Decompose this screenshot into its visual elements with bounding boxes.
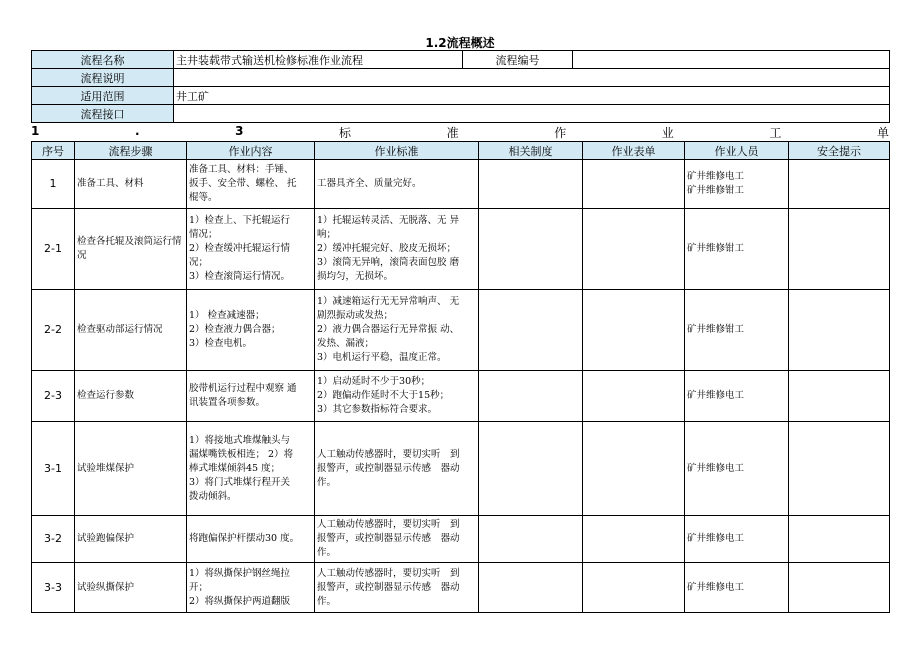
table-row: [32, 371, 890, 422]
section-heading: [31, 124, 889, 140]
table-row: [32, 516, 890, 563]
row-standard-line: 人工触动传感器时，要切实听 到: [317, 519, 460, 530]
row-standard: [315, 160, 479, 209]
row-step: 准备工具、材料: [75, 160, 187, 209]
row-number: 3-3: [32, 563, 75, 613]
row-standard-line: 报警声，或控制器显示传感 器动: [317, 581, 460, 593]
row-standard-line: 报警声，或控制器显示传感 器动: [317, 462, 460, 474]
row-step: 检查各托辊及滚筒运行情况: [75, 209, 187, 290]
col-header-form: 作业表单: [583, 142, 685, 160]
row-form: [583, 563, 685, 613]
row-standard-line: 剧烈振动或发热；: [317, 310, 394, 321]
section-char: 单: [876, 126, 889, 140]
table-header-row: [32, 142, 890, 160]
process-desc-label: 流程说明: [32, 69, 174, 87]
row-system: [479, 422, 583, 516]
row-form: [583, 371, 685, 422]
row-standard-line: 发热、漏液；: [317, 338, 375, 349]
row-staff: [685, 371, 789, 422]
row-form: [583, 290, 685, 371]
row-standard-line: 作。: [317, 547, 337, 558]
row-standard: [315, 422, 479, 516]
row-safety: [789, 422, 890, 516]
row-staff-line: 矿井维修电工: [687, 390, 745, 401]
row-number: 2-2: [32, 290, 75, 371]
row-content-line: 胶带机运行过程中观察 通: [189, 383, 297, 394]
row-standard-line: 作。: [317, 476, 337, 488]
row-staff-line: 矿井维修钳工: [687, 324, 745, 335]
process-name-value: 主井装载带式输送机检修标准作业流程: [174, 51, 463, 69]
col-header-content: 作业内容: [187, 142, 315, 160]
row-safety: [789, 371, 890, 422]
row-content: [187, 563, 315, 613]
row-staff: [685, 290, 789, 371]
section-char: 业: [661, 126, 674, 140]
row-staff: [685, 209, 789, 290]
row-standard-line: 1）托辊运转灵活、无脱落、无 异: [317, 215, 460, 226]
row-staff: [685, 563, 789, 613]
row-safety: [789, 516, 890, 563]
row-content-line: 准备工具、材料：手锤、: [189, 164, 294, 175]
row-safety: [789, 160, 890, 209]
row-standard-line: 3）滚筒无异响，滚筒表面包胶 磨: [317, 257, 460, 268]
row-content-line: 1）将接地式堆煤触头与: [189, 434, 291, 446]
row-content-line: 情况；: [189, 229, 218, 240]
row-step: 检查运行参数: [75, 371, 187, 422]
row-staff-line: 矿井维修电工: [687, 533, 745, 544]
row-standard-line: 1）启动延时不少于30秒；: [317, 376, 431, 387]
row-system: [479, 516, 583, 563]
row-step: 试验纵撕保护: [75, 563, 187, 613]
section-char: 1: [31, 124, 40, 138]
row-content-line: 拨动倾斜。: [189, 490, 237, 502]
scope-value: 井工矿: [174, 87, 890, 105]
row-content-line: 3）检查滚筒运行情况。: [189, 271, 291, 282]
row-system: [479, 563, 583, 613]
col-header-staff: 作业人员: [685, 142, 789, 160]
section-char: 准: [446, 126, 459, 140]
scope-label: 适用范围: [32, 87, 174, 105]
row-form: [583, 422, 685, 516]
row-number: 3-2: [32, 516, 75, 563]
row-content-line: 1）检查上、下托辊运行: [189, 215, 291, 226]
row-staff-line: 矿井维修电工: [687, 171, 745, 182]
row-form: [583, 160, 685, 209]
interface-value: [174, 105, 890, 123]
row-content-line: 2）检查缓冲托辊运行情: [189, 243, 291, 254]
row-content-line: 3）检查电机。: [189, 338, 253, 349]
col-header-no: 序号: [32, 142, 75, 160]
row-content-line: 况；: [189, 257, 209, 268]
row-content-line: 扳手、安全带、螺栓、 托: [189, 178, 297, 189]
row-standard: [315, 290, 479, 371]
row-content: [187, 290, 315, 371]
row-staff: [685, 160, 789, 209]
row-system: [479, 290, 583, 371]
col-header-step: 流程步骤: [75, 142, 187, 160]
row-standard-line: 1）减速箱运行无无异常响声、 无: [317, 296, 460, 307]
row-standard-line: 2）跑偏动作延时不大于15秒；: [317, 390, 450, 401]
row-standard-line: 3）其它参数指标符合要求。: [317, 404, 438, 415]
process-header-table: [31, 50, 890, 123]
row-step: 试验堆煤保护: [75, 422, 187, 516]
page-title: 1.2流程概述: [425, 36, 495, 50]
row-safety: [789, 290, 890, 371]
section-char: .: [134, 124, 140, 138]
row-standard: [315, 563, 479, 613]
row-standard-line: 2）缓冲托辊完好、胶皮无损坏；: [317, 243, 457, 254]
table-row: [32, 209, 890, 290]
row-content: [187, 516, 315, 563]
row-safety: [789, 209, 890, 290]
section-char: 工: [769, 126, 782, 140]
row-standard-line: 响；: [317, 229, 337, 240]
process-name-label: 流程名称: [32, 51, 174, 69]
row-content-line: 1） 检查减速器；: [189, 310, 265, 321]
row-content-line: 讯装置各项参数。: [189, 397, 266, 408]
row-standard: [315, 371, 479, 422]
row-step: 检查驱动部运行情况: [75, 290, 187, 371]
row-form: [583, 209, 685, 290]
col-header-system: 相关制度: [479, 142, 583, 160]
row-content-line: 棍等。: [189, 192, 218, 203]
row-standard-line: 2）液力偶合器运行无异常振 动、: [317, 324, 460, 335]
row-system: [479, 371, 583, 422]
row-form: [583, 516, 685, 563]
table-row: [32, 160, 890, 209]
row-standard: [315, 209, 479, 290]
section-char: 作: [554, 126, 567, 140]
section-char: 标: [339, 126, 352, 140]
row-content: [187, 422, 315, 516]
row-content-line: 漏煤嘴铁板相连； 2）将: [189, 448, 294, 460]
row-staff: [685, 516, 789, 563]
row-content: [187, 160, 315, 209]
row-content: [187, 209, 315, 290]
row-standard-line: 人工触动传感器时，要切实听 到: [317, 448, 460, 460]
col-header-safety: 安全提示: [789, 142, 890, 160]
process-desc-value: [174, 69, 890, 87]
process-code-label: 流程编号: [463, 51, 573, 69]
row-system: [479, 160, 583, 209]
row-staff-line: 矿井维修钳工: [687, 185, 745, 196]
row-standard-line: 3）电机运行平稳，温度正常。: [317, 352, 447, 363]
row-number: 3-1: [32, 422, 75, 516]
work-order-table: [31, 141, 890, 613]
row-standard-line: 报警声，或控制器显示传感 器动: [317, 533, 460, 544]
row-staff-line: 矿井维修钳工: [687, 243, 745, 254]
row-system: [479, 209, 583, 290]
col-header-standard: 作业标准: [315, 142, 479, 160]
row-staff-line: 矿井维修电工: [687, 462, 745, 474]
row-content-line: 3）将门式堆煤行程开关: [189, 476, 291, 488]
row-number: 2-3: [32, 371, 75, 422]
row-content-line: 2）将纵撕保护两道翻版: [189, 595, 291, 607]
row-number: 2-1: [32, 209, 75, 290]
row-staff-line: 矿井维修电工: [687, 581, 745, 593]
row-standard: [315, 516, 479, 563]
table-row: [32, 563, 890, 613]
row-standard-line: 作。: [317, 595, 337, 607]
section-char: 3: [235, 124, 244, 138]
row-standard-line: 人工触动传感器时，要切实听 到: [317, 567, 460, 579]
row-content-line: 开；: [189, 581, 209, 593]
table-row: [32, 290, 890, 371]
row-content-line: 2）检查液力偶合器；: [189, 324, 281, 335]
row-standard-line: 工器具齐全、质量完好。: [317, 178, 422, 189]
row-content-line: 1）将纵撕保护钢丝绳拉: [189, 567, 291, 579]
process-code-value: [573, 51, 890, 69]
row-step: 试验跑偏保护: [75, 516, 187, 563]
interface-label: 流程接口: [32, 105, 174, 123]
row-staff: [685, 422, 789, 516]
row-content-line: 将跑偏保护杆摆动30 度。: [189, 533, 300, 544]
table-row: [32, 422, 890, 516]
row-standard-line: 损均匀，无损坏。: [317, 271, 394, 282]
row-number: 1: [32, 160, 75, 209]
row-content: [187, 371, 315, 422]
row-content-line: 棒式堆煤倾斜45 度；: [189, 462, 281, 474]
row-safety: [789, 563, 890, 613]
